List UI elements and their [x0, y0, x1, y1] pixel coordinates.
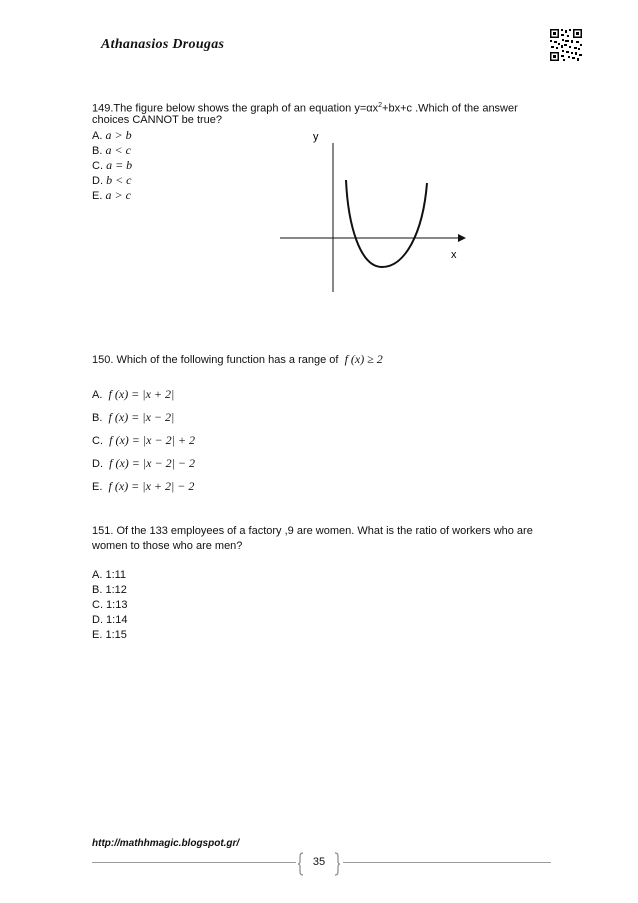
option-label: B. [92, 145, 103, 157]
x-axis-label: x [451, 249, 457, 261]
option-expression: f (x) = |x − 2| [108, 410, 175, 424]
q149-option-b [92, 143, 131, 159]
q149-prompt-line1-start: 149.The figure below shows the graph of an equation y=αx [92, 102, 379, 115]
q149-option-d [92, 173, 132, 189]
right-bracket-icon [334, 852, 340, 876]
q149-option-e [92, 188, 131, 204]
q150-option-d [92, 456, 195, 472]
option-expression: f (x) = |x + 2| [108, 387, 175, 401]
q150-prompt-text: 150. Which of the following function has a range of [92, 354, 339, 366]
option-expression: b < c [106, 173, 132, 187]
option-label: C. [92, 160, 103, 172]
q150-option-b [92, 410, 174, 426]
q149-prompt-line1-end: +bx+c .Which of the answer [382, 102, 518, 115]
q151-option-b: B. 1:12 [92, 584, 127, 596]
q150-range-condition: f (x) ≥ 2 [344, 352, 383, 366]
q151-option-c: C. 1:13 [92, 599, 128, 611]
footer-rule-right [343, 862, 551, 863]
q150-option-e [92, 479, 194, 495]
q151-prompt-line2: women to those who are men? [92, 540, 243, 552]
q149-prompt-line2: choices CANNOT be true? [92, 114, 223, 126]
option-expression: a > c [105, 188, 131, 202]
option-label: C. [92, 435, 103, 447]
option-expression: f (x) = |x + 2| − 2 [108, 479, 195, 493]
q151-option-e: E. 1:15 [92, 629, 127, 641]
q151-option-d: D. 1:14 [92, 614, 128, 626]
parabola-curve [346, 180, 427, 267]
option-label: E. [92, 481, 103, 493]
parabola-graph [275, 125, 475, 295]
option-label: A. [92, 130, 103, 142]
option-label: D. [92, 175, 103, 187]
q151-prompt-line1: 151. Of the 133 employees of a factory ,9 are women. What is the ratio of workers who are [92, 525, 533, 537]
q149-option-c [92, 158, 132, 174]
y-axis-label: y [313, 131, 319, 143]
page-number: 35 [312, 856, 326, 868]
q150-prompt [92, 352, 383, 368]
option-expression: a < c [105, 143, 131, 157]
option-label: D. [92, 458, 103, 470]
option-expression: f (x) = |x − 2| − 2 [109, 456, 195, 470]
option-label: B. [92, 412, 103, 424]
q149-exponent: 2 [378, 102, 383, 109]
option-expression: a = b [106, 158, 133, 172]
option-label: A. [92, 389, 103, 401]
q150-option-a [92, 387, 174, 403]
q151-option-a: A. 1:11 [92, 569, 127, 581]
footer-url: http://mathhmagic.blogspot.gr/ [92, 838, 240, 849]
author-name: Athanasios Drougas [101, 37, 225, 52]
q149-option-a [92, 128, 132, 144]
q150-option-c [92, 433, 195, 449]
option-expression: a > b [105, 128, 132, 142]
option-label: E. [92, 190, 103, 202]
footer-rule-left [92, 862, 296, 863]
option-expression: f (x) = |x − 2| + 2 [109, 433, 195, 447]
left-bracket-icon [298, 852, 304, 876]
qr-code-icon [549, 28, 583, 62]
